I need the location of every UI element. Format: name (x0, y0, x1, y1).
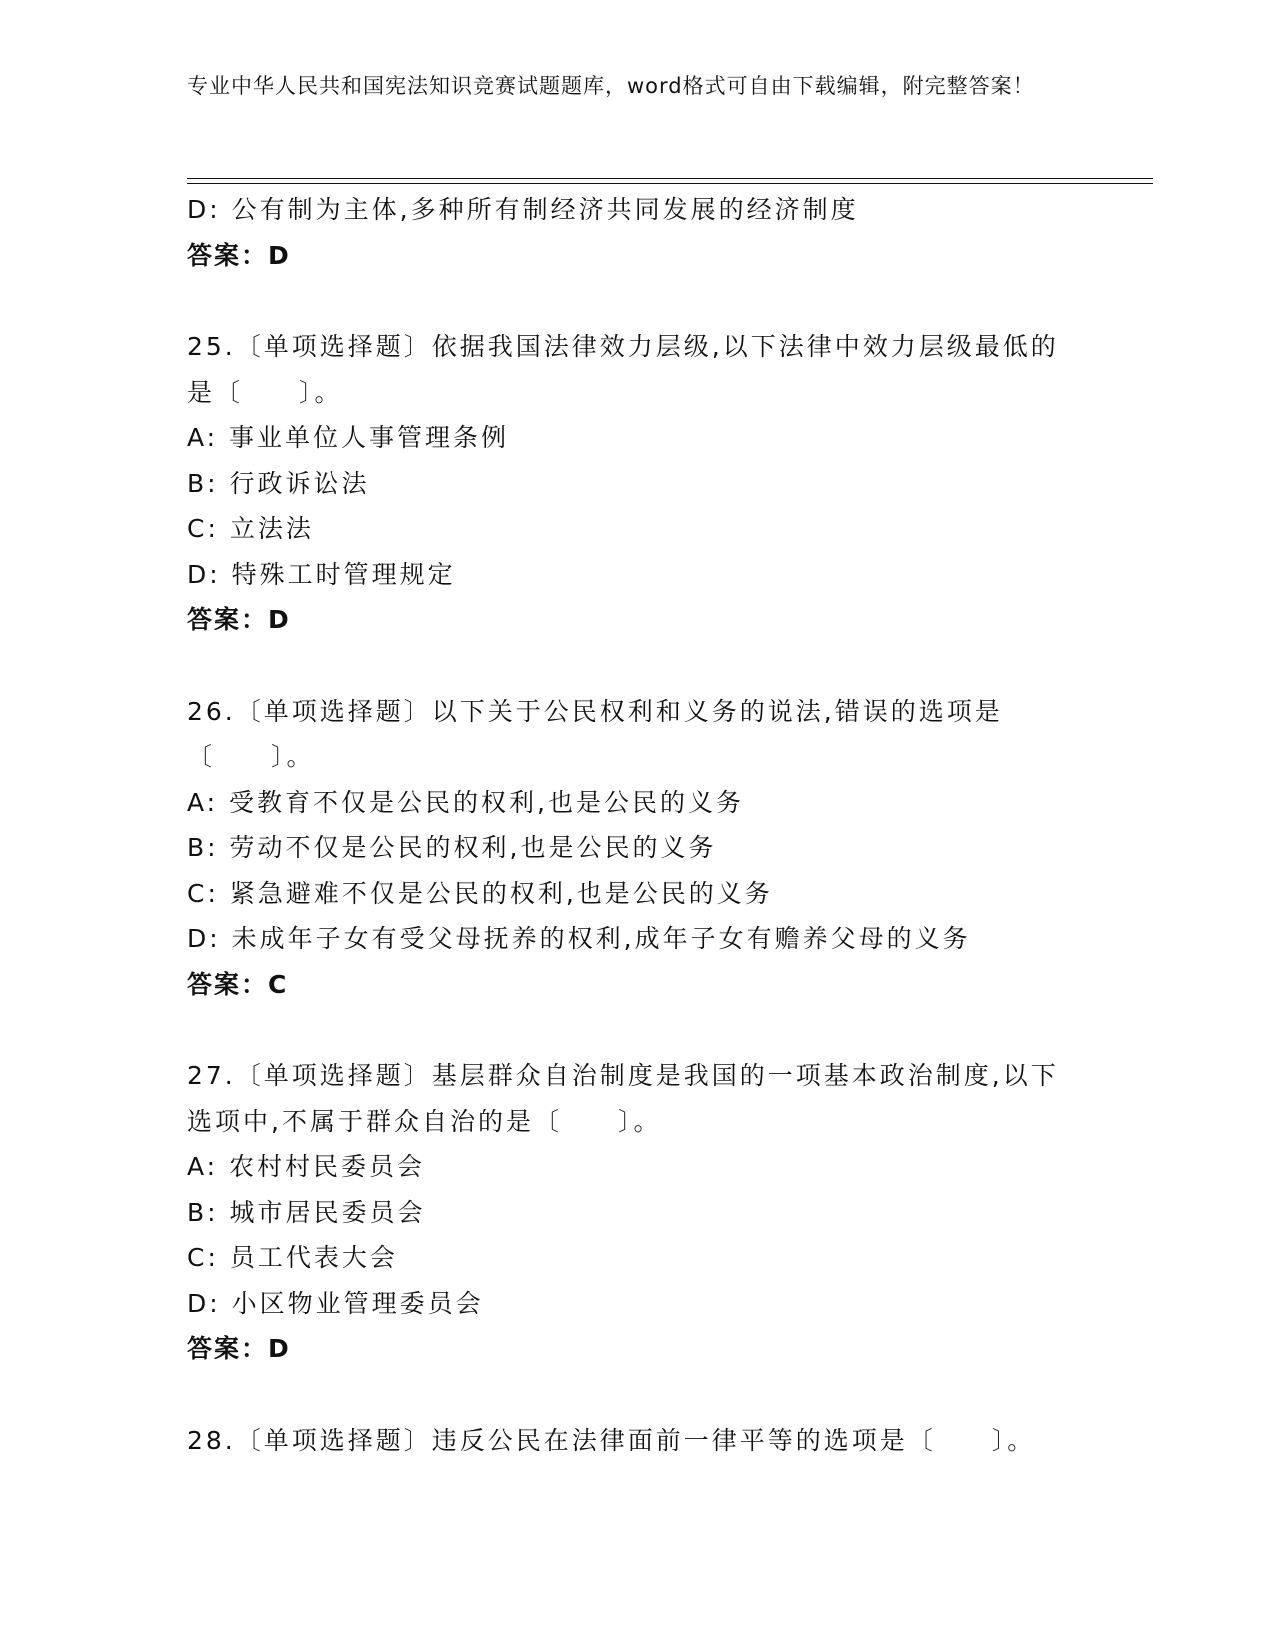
question-25 (187, 324, 1067, 643)
option-c: C: 立法法 (187, 514, 314, 543)
question-text: 26.〔单项选择题〕以下关于公民权利和义务的说法,错误的选项是〔 〕。 (187, 696, 1003, 771)
document-header: 专业中华人民共和国宪法知识竞赛试题题库，word格式可自由下载编辑，附完整答案！ (187, 74, 1035, 98)
answer: 答案：D (187, 1334, 291, 1363)
question-text: 28.〔单项选择题〕违反公民在法律面前一律平等的选项是〔 〕。 (187, 1425, 1036, 1455)
option-b: B: 劳动不仅是公民的权利,也是公民的义务 (187, 833, 717, 862)
option-a: A: 事业单位人事管理条例 (187, 423, 510, 452)
option-d: D: 公有制为主体,多种所有制经济共同发展的经济制度 (187, 195, 859, 224)
header-rule-bottom (187, 183, 1153, 184)
answer: 答案：D (187, 240, 291, 270)
question-26 (187, 689, 1067, 1008)
question-text: 27.〔单项选择题〕基层群众自治制度是我国的一项基本政治制度,以下选项中,不属于群众自治的是〔 〕。 (187, 1061, 1059, 1136)
option-c: C: 员工代表大会 (187, 1243, 398, 1272)
answer: 答案：D (187, 605, 291, 634)
option-d: D: 未成年子女有受父母抚养的权利,成年子女有赡养父母的义务 (187, 924, 971, 953)
option-d: D: 特殊工时管理规定 (187, 559, 456, 589)
option-a: A: 受教育不仅是公民的权利,也是公民的义务 (187, 787, 744, 817)
question-list (187, 187, 1067, 1463)
answer: 答案：C (187, 969, 289, 999)
question-28 (187, 1418, 1067, 1464)
option-c: C: 紧急避难不仅是公民的权利,也是公民的义务 (187, 878, 773, 908)
option-b: B: 行政诉讼法 (187, 468, 370, 498)
question-text: 25.〔单项选择题〕依据我国法律效力层级,以下法律中效力层级最低的是〔 〕。 (187, 332, 1059, 407)
option-b: B: 城市居民委员会 (187, 1197, 426, 1227)
option-a: A: 农村村民委员会 (187, 1152, 426, 1181)
question-27 (187, 1053, 1067, 1372)
option-d: D: 小区物业管理委员会 (187, 1288, 484, 1318)
header-rule-top (187, 178, 1153, 179)
